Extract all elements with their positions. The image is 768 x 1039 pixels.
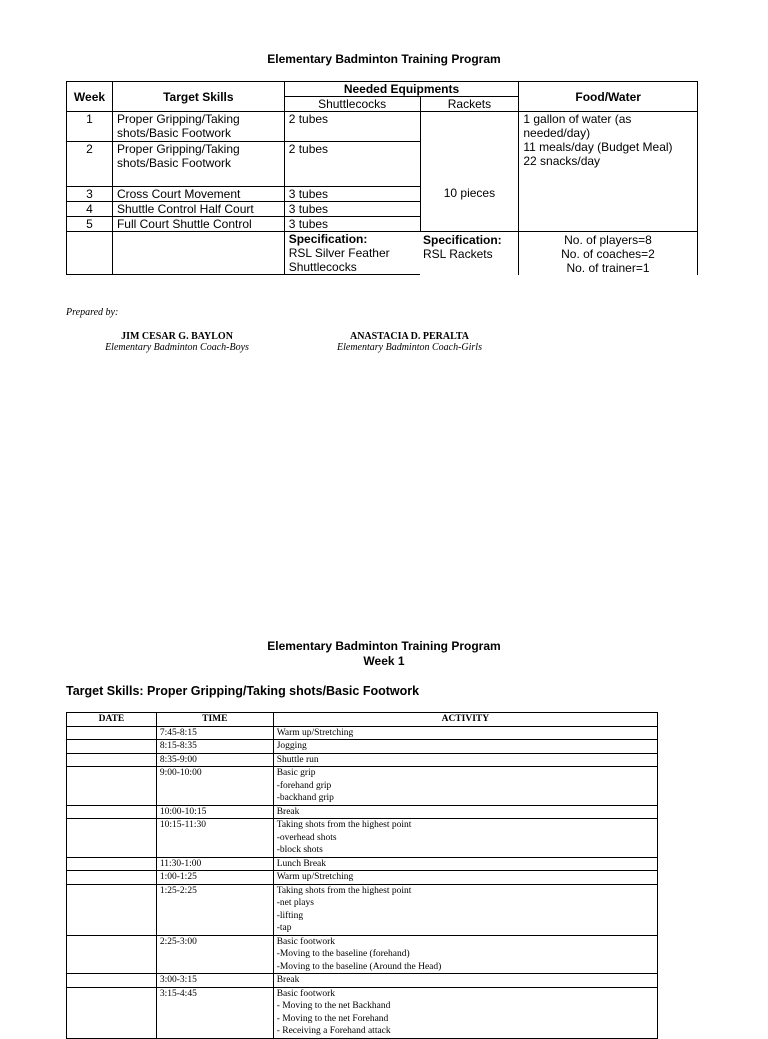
target-skill: Proper Gripping/Taking shots/Basic Footwork <box>112 142 284 187</box>
table-row <box>67 935 658 974</box>
time-cell: 2:25-3:00 <box>156 935 273 974</box>
week-number: 3 <box>67 187 113 202</box>
time-cell: 10:15-11:30 <box>156 819 273 858</box>
table-row <box>67 857 658 871</box>
table-row <box>67 987 658 1038</box>
schedule-header-row <box>67 713 658 727</box>
table-row <box>67 819 658 858</box>
activity-line: Break <box>276 975 300 985</box>
week-doc-title: Elementary Badminton Training Program <box>267 639 501 653</box>
shuttlecock-qty: 3 tubes <box>284 187 420 202</box>
food-item: 22 snacks/day <box>523 154 601 168</box>
table-row <box>67 740 658 754</box>
activity-cell <box>273 987 657 1038</box>
time-cell: 9:00-10:00 <box>156 767 273 806</box>
signatory-girls <box>322 331 497 353</box>
activity-line: Jogging <box>276 741 307 751</box>
food-item: 11 meals/day (Budget Meal) <box>523 140 673 154</box>
time-cell: 7:45-8:15 <box>156 726 273 740</box>
activity-line: - Receiving a Forehand attack <box>276 1026 391 1036</box>
table-row <box>67 726 658 740</box>
spec-label: Specification: <box>288 232 368 246</box>
activity-cell <box>273 871 657 885</box>
activity-cell <box>273 819 657 858</box>
time-cell: 1:00-1:25 <box>156 871 273 885</box>
time-cell: 8:35-9:00 <box>156 753 273 767</box>
signatory-role: Elementary Badminton Coach-Girls <box>337 342 482 353</box>
header-rackets: Rackets <box>420 97 519 112</box>
shuttlecock-qty: 2 tubes <box>284 112 420 142</box>
activity-line: -Moving to the baseline (forehand) <box>276 949 410 959</box>
rackets-qty: 10 pieces <box>420 112 519 275</box>
time-cell: 3:00-3:15 <box>156 974 273 988</box>
activity-line: -net plays <box>276 898 314 908</box>
date-cell <box>67 884 157 935</box>
activity-line: -forehand grip <box>276 780 332 791</box>
time-cell: 10:00-10:15 <box>156 805 273 819</box>
activity-cell <box>273 726 657 740</box>
activity-line: - Moving to the net Forehand <box>276 1013 389 1024</box>
activity-cell <box>273 767 657 806</box>
header-week: Week <box>67 82 113 112</box>
date-cell <box>67 871 157 885</box>
signatory-name: JIM CESAR G. BAYLON <box>121 331 233 342</box>
date-cell <box>67 974 157 988</box>
target-skill: Cross Court Movement <box>112 187 284 202</box>
doc-title: Elementary Badminton Training Program <box>267 52 501 66</box>
date-cell <box>67 767 157 806</box>
week-number: 5 <box>67 217 113 232</box>
time-cell: 11:30-1:00 <box>156 857 273 871</box>
spec-label: Specification: <box>423 233 502 247</box>
header-activity: ACTIVITY <box>273 713 657 727</box>
schedule-table <box>66 712 658 1039</box>
table-row <box>67 871 658 885</box>
activity-line: Warm up/Stretching <box>276 872 354 882</box>
week-doc-subtitle: Week 1 <box>363 654 405 668</box>
shuttlecock-qty: 3 tubes <box>284 202 420 217</box>
date-cell <box>67 753 157 767</box>
table-row <box>67 767 658 806</box>
signatory-boys <box>92 331 262 353</box>
racket-spec-text: RSL Rackets <box>423 247 493 261</box>
date-cell <box>67 857 157 871</box>
header-target-skills: Target Skills <box>112 82 284 112</box>
activity-cell <box>273 974 657 988</box>
shuttlecock-qty: 3 tubes <box>284 217 420 232</box>
shuttlecock-spec-text: RSL Silver Feather Shuttlecocks <box>288 246 390 274</box>
activity-line: Shuttle run <box>276 754 319 765</box>
prepared-by-label: Prepared by: <box>66 307 119 318</box>
header-needed-equipments: Needed Equipments <box>284 82 519 97</box>
table-row <box>67 805 658 819</box>
racket-spec <box>420 231 518 275</box>
count-coaches: No. of coaches=2 <box>561 247 655 261</box>
date-cell <box>67 805 157 819</box>
time-cell: 1:25-2:25 <box>156 884 273 935</box>
shuttlecock-spec <box>284 232 420 275</box>
activity-line: -tap <box>276 923 292 933</box>
activity-line: Lunch Break <box>276 858 327 869</box>
activity-line: -Moving to the baseline (Around the Head) <box>276 961 442 972</box>
date-cell <box>67 935 157 974</box>
date-cell <box>67 987 157 1038</box>
activity-line: Basic footwork <box>276 988 335 999</box>
date-cell <box>67 819 157 858</box>
header-shuttlecocks: Shuttlecocks <box>284 97 420 112</box>
activity-line: Break <box>276 806 300 817</box>
shuttlecock-qty: 2 tubes <box>284 142 420 187</box>
activity-line: -backhand grip <box>276 793 334 803</box>
activity-line: Taking shots from the highest point <box>276 885 412 896</box>
target-skill: Proper Gripping/Taking shots/Basic Footwork <box>112 112 284 142</box>
activity-cell <box>273 935 657 974</box>
activity-line: Warm up/Stretching <box>276 727 354 738</box>
target-skill: Full Court Shuttle Control <box>112 217 284 232</box>
week-number: 2 <box>67 142 113 187</box>
signatory-role: Elementary Badminton Coach-Boys <box>105 342 249 353</box>
header-date: DATE <box>67 713 157 727</box>
signatory-name: ANASTACIA D. PERALTA <box>349 331 469 342</box>
activity-cell <box>273 805 657 819</box>
activity-line: Basic footwork <box>276 936 335 947</box>
table-row <box>67 112 698 142</box>
activity-line: - Moving to the net Backhand <box>276 1001 391 1011</box>
activity-line: -lifting <box>276 910 304 921</box>
header-time: TIME <box>156 713 273 727</box>
activity-cell <box>273 740 657 754</box>
count-players: No. of players=8 <box>564 233 652 247</box>
table-row <box>67 753 658 767</box>
target-skills-heading: Target Skills: Proper Gripping/Taking shots/Basic Footwork <box>66 684 420 698</box>
table-row <box>67 884 658 935</box>
participant-counts <box>519 231 697 275</box>
activity-line: Taking shots from the highest point <box>276 820 412 830</box>
table-row <box>67 974 658 988</box>
activity-line: Basic grip <box>276 768 316 778</box>
header-food-water: Food/Water <box>519 82 698 112</box>
week-number: 1 <box>67 112 113 142</box>
date-cell <box>67 740 157 754</box>
time-cell: 8:15-8:35 <box>156 740 273 754</box>
activity-line: -overhead shots <box>276 832 337 843</box>
activity-cell <box>273 753 657 767</box>
activity-line: -block shots <box>276 845 323 855</box>
target-skill: Shuttle Control Half Court <box>112 202 284 217</box>
table-header-row <box>67 82 698 97</box>
count-trainer: No. of trainer=1 <box>566 261 650 275</box>
week-number: 4 <box>67 202 113 217</box>
time-cell: 3:15-4:45 <box>156 987 273 1038</box>
activity-cell <box>273 884 657 935</box>
activity-cell <box>273 857 657 871</box>
food-item: 1 gallon of water (as needed/day) <box>523 112 632 140</box>
date-cell <box>67 726 157 740</box>
